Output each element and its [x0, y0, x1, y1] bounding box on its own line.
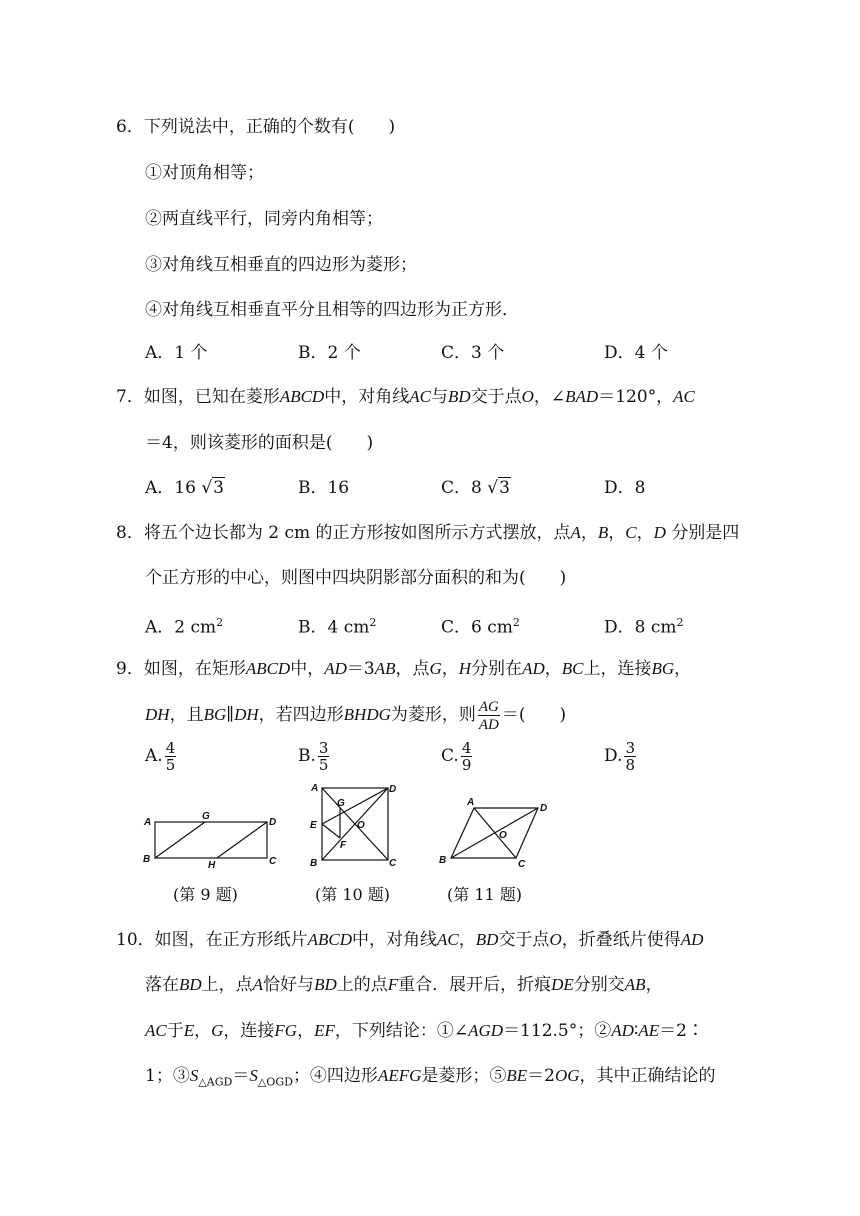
q9-option-a[interactable]: A. $\frac{4}{5}$	[145, 739, 176, 774]
question-10-line-3: AC于E，G，连接FG，EF，下列结论：①∠AGD＝112.5°；②AD∶AE＝2∶	[145, 1021, 704, 1041]
q8-option-b[interactable]: B．4 $cm^2$	[298, 616, 377, 638]
label-b: B	[439, 855, 447, 866]
label-d: D	[389, 784, 397, 795]
statement-2: ②两直线平行，同旁内角相等；	[145, 209, 383, 229]
q6-option-d[interactable]: D．4 个	[604, 343, 668, 363]
question-6-stem: 6．下列说法中，正确的个数有( )	[116, 117, 396, 137]
label-a: A	[311, 783, 319, 794]
q9-option-b[interactable]: B. $\frac{3}{5}$	[298, 739, 329, 774]
q6-option-c[interactable]: C．3 个	[441, 343, 505, 363]
label-o: O	[357, 820, 365, 831]
label-g: G	[337, 798, 345, 809]
q9-option-c[interactable]: C. $\frac{4}{9}$	[441, 739, 472, 774]
label-c: C	[269, 856, 277, 867]
statement-4: ④对角线互相垂直平分且相等的四边形为正方形．	[145, 300, 519, 320]
q6-option-a[interactable]: A．1 个	[145, 343, 208, 363]
label-b: B	[310, 858, 318, 869]
figure-9-caption: (第 9 题)	[173, 885, 238, 904]
question-8-stem: 8．将五个边长都为 2 cm 的正方形按如图所示方式摆放，点A，B，C，D 分别是四	[116, 523, 740, 543]
q7-option-b[interactable]: B．16	[298, 478, 350, 498]
figure-10	[305, 780, 405, 870]
figure-9	[138, 808, 278, 868]
q8-option-c[interactable]: C．6 $cm^2$	[441, 616, 520, 638]
figure-11	[436, 796, 556, 868]
q8-option-a[interactable]: A．2 $cm^2$	[145, 616, 224, 638]
question-9-stem-cont: DH，且BG∥DH，若四边形BHDG为菱形，则 $\frac{AG}{AD}$ ＝( )	[145, 699, 567, 733]
question-8-stem-cont: 个正方形的中心，则图中四块阴影部分面积的和为( )	[145, 568, 567, 588]
label-f: F	[340, 840, 347, 851]
q8-option-d[interactable]: D．8 $cm^2$	[604, 616, 684, 638]
q7-option-c[interactable]: C．8 √3	[441, 478, 510, 498]
q7-option-d[interactable]: D．8	[604, 478, 646, 498]
label-c: C	[518, 859, 526, 868]
figure-10-caption: (第 10 题)	[315, 885, 391, 904]
label-h: H	[208, 860, 216, 868]
question-10-line-4: 1；$③S_{\triangle AGD}=S_{\triangle OGD}$；④四边形AEFG是菱形；⑤BE＝2OG，其中正确结论的	[145, 1066, 716, 1089]
statement-3: ③对角线互相垂直的四边形为菱形；	[145, 255, 417, 275]
sqrt-symbol: √3	[201, 478, 224, 498]
sqrt-symbol: √3	[487, 478, 510, 498]
statement-1: ①对顶角相等；	[145, 163, 264, 183]
question-9-stem: 9．如图，在矩形ABCD中，AD＝3AB，点G，H分别在AD，BC上，连接BG，	[116, 659, 692, 679]
q9-option-d[interactable]: D. $\frac{3}{8}$	[604, 739, 635, 774]
label-e: E	[310, 820, 317, 831]
label-a: A	[144, 817, 152, 828]
label-c: C	[389, 858, 397, 869]
question-7-stem-cont: ＝4，则该菱形的面积是( )	[145, 433, 374, 453]
question-10-line-1: 10．如图，在正方形纸片ABCD中，对角线AC，BD交于点O，折叠纸片使得AD	[116, 930, 704, 950]
label-b: B	[143, 854, 151, 865]
label-d: D	[540, 803, 548, 814]
label-g: G	[202, 811, 210, 822]
ratio-fraction: $\frac{AG}{AD}$	[478, 699, 499, 733]
label-d: D	[269, 817, 277, 828]
label-a: A	[467, 797, 475, 808]
question-10-line-2: 落在BD上，点A恰好与BD上的点F重合．展开后，折痕DE分别交AB，	[145, 975, 663, 995]
figure-11-caption: (第 11 题)	[447, 885, 523, 904]
q6-option-b[interactable]: B．2 个	[298, 343, 361, 363]
question-7-stem: 7．如图，已知在菱形ABCD中，对角线AC与BD交于点O，∠BAD＝120°，AC	[116, 387, 695, 407]
q7-option-a[interactable]: A．16 √3	[145, 478, 224, 498]
label-o: O	[499, 830, 507, 841]
